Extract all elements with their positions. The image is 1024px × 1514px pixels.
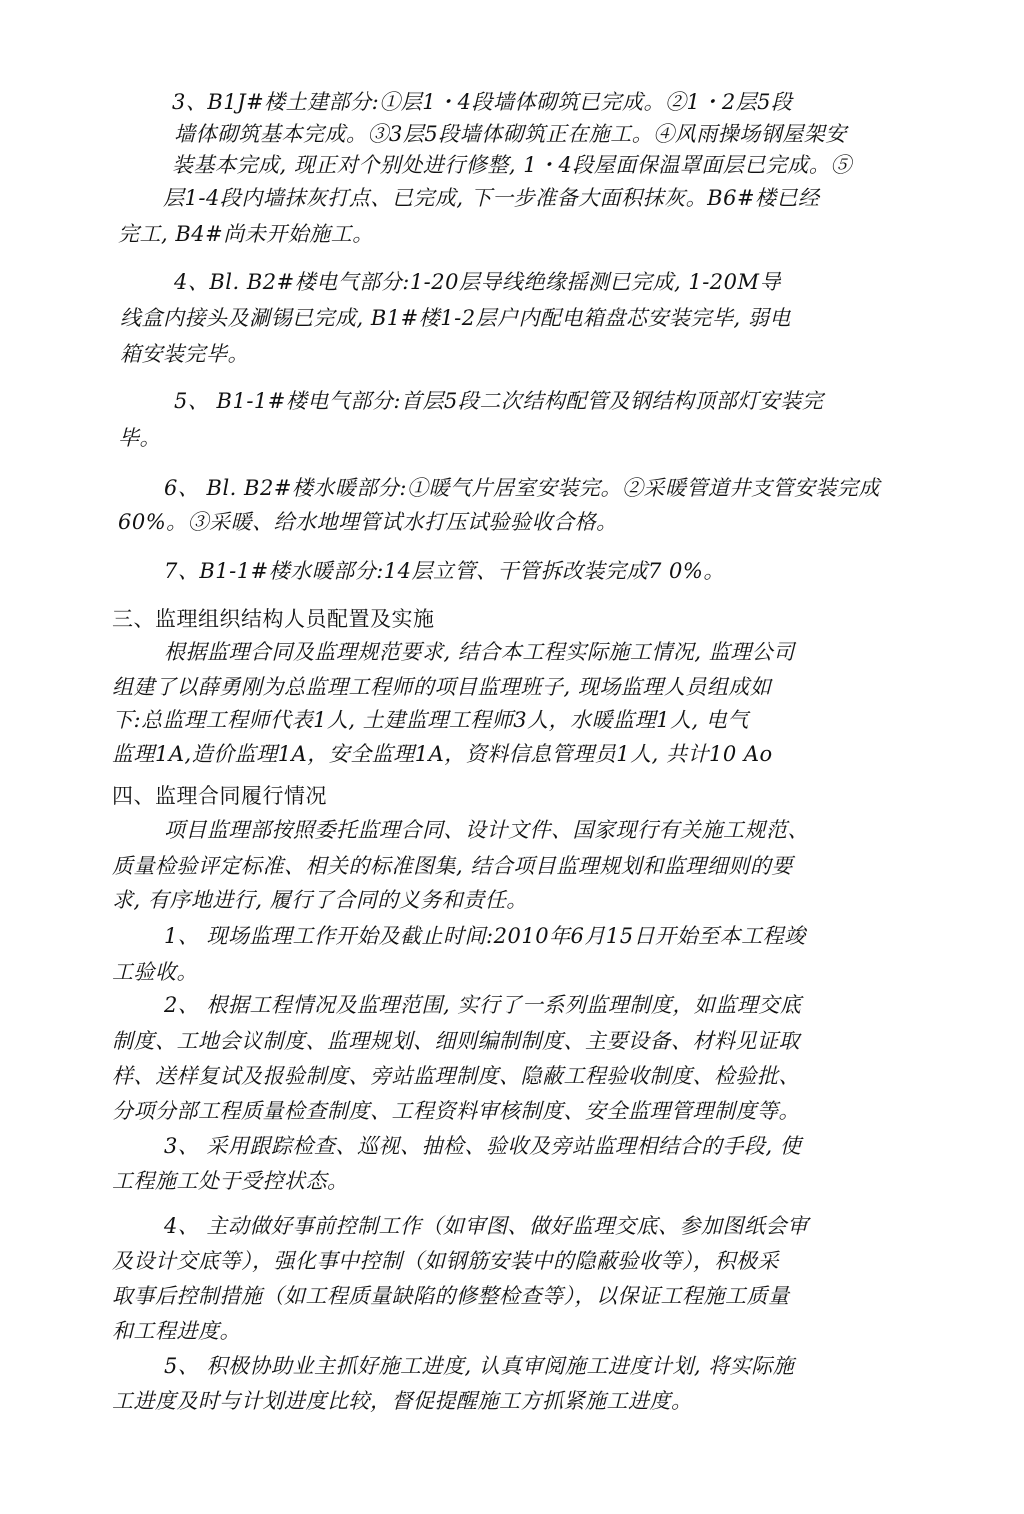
text-line: 样、送样复试及报验制度、旁站监理制度、隐蔽工程验收制度、检验批、 — [112, 1064, 800, 1088]
text-line: 分项分部工程质量检查制度、工程资料审核制度、安全监理管理制度等。 — [112, 1099, 800, 1123]
section-heading-4: 四、监理合同履行情况 — [112, 784, 327, 808]
text-line: 工验收。 — [112, 960, 198, 984]
text-line: 墙体砌筑基本完成。③3层5段墙体砌筑正在施工。④风雨操场钢屋架安 — [174, 122, 847, 146]
text-line: 60%。③采暖、给水地埋管试水打压试验验收合格。 — [118, 510, 618, 534]
text-line: 求, 有序地进行, 履行了合同的义务和责任。 — [112, 888, 528, 912]
text-line: 4、Bl. B2#楼电气部分:1-20层导线绝缘摇测已完成, 1-20M导 — [174, 270, 782, 294]
text-line: 3、 采用跟踪检查、巡视、抽检、验收及旁站监理相结合的手段, 使 — [164, 1134, 802, 1158]
text-line: 完工, B4#尚未开始施工。 — [118, 222, 374, 246]
text-line: 工程施工处于受控状态。 — [112, 1169, 349, 1193]
text-line: 项目监理部按照委托监理合同、设计文件、国家现行有关施工规范、 — [164, 818, 809, 842]
text-line: 5、 B1-1#楼电气部分:首层5段二次结构配管及钢结构顶部灯安装完 — [174, 389, 824, 413]
section-heading-3: 三、监理组织结构人员配置及实施 — [112, 607, 435, 631]
text-line: 组建了以薛勇刚为总监理工程师的项目监理班子, 现场监理人员组成如 — [112, 675, 772, 699]
text-line: 线盒内接头及涮锡已完成, B1#楼1-2层户内配电箱盘芯安装完毕, 弱电 — [120, 306, 791, 330]
text-line: 5、 积极协助业主抓好施工进度, 认真审阅施工进度计划, 将实际施 — [164, 1354, 795, 1378]
text-line: 3、B1J#楼土建部分:①层1・4段墙体砌筑已完成。②1・2层5段 — [172, 90, 793, 114]
text-line: 下:总监理工程师代表1人, 土建监理工程师3人，水暖监理1人, 电气 — [112, 708, 749, 732]
text-line: 和工程进度。 — [112, 1319, 241, 1343]
text-line: 箱安装完毕。 — [120, 342, 249, 366]
text-line: 2、 根据工程情况及监理范围, 实行了一系列监理制度，如监理交底 — [164, 993, 802, 1017]
text-line: 层1-4段内墙抹灰打点、已完成, 下一步准备大面积抹灰。B6#楼已经 — [163, 186, 820, 210]
text-line: 工进度及时与计划进度比较，督促提醒施工方抓紧施工进度。 — [112, 1389, 693, 1413]
text-line: 取事后控制措施（如工程质量缺陷的修整检查等），以保证工程施工质量 — [112, 1284, 790, 1308]
text-line: 4、 主动做好事前控制工作（如审图、做好监理交底、参加图纸会审 — [164, 1214, 809, 1238]
text-line: 毕。 — [118, 426, 161, 450]
text-line: 6、 Bl. B2#楼水暖部分:①暖气片居室安装完。②采暖管道井支管安装完成 — [164, 476, 880, 500]
text-line: 制度、工地会议制度、监理规划、细则编制制度、主要设备、材料见证取 — [112, 1029, 800, 1053]
text-line: 装基本完成, 现正对个别处进行修整, 1・4段屋面保温罩面层已完成。⑤ — [172, 153, 852, 177]
text-line: 1、 现场监理工作开始及截止时间:2010年6月15日开始至本工程竣 — [164, 924, 806, 948]
text-line: 监理1A,造价监理1A，安全监理1A，资料信息管理员1人, 共计10 Ao — [112, 742, 773, 766]
text-line: 根据监理合同及监理规范要求, 结合本工程实际施工情况, 监理公司 — [164, 640, 795, 664]
text-line: 及设计交底等），强化事中控制（如钢筋安装中的隐蔽验收等），积极采 — [112, 1249, 779, 1273]
text-line: 质量检验评定标准、相关的标准图集, 结合项目监理规划和监理细则的要 — [112, 854, 793, 878]
text-line: 7、B1-1#楼水暖部分:14层立管、干管拆改装完成7 0%。 — [164, 559, 725, 583]
